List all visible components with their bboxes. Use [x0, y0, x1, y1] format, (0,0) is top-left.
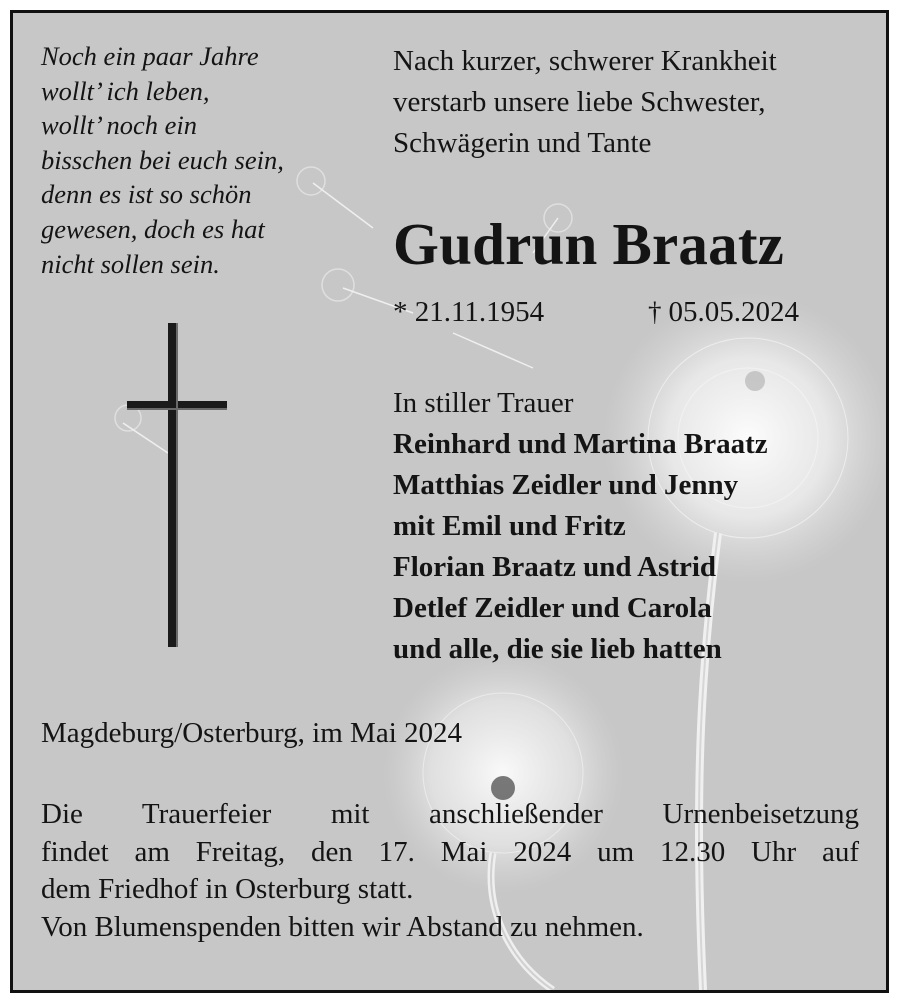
- mourner-entry: Reinhard und Martina Braatz: [393, 428, 768, 460]
- birth-date-group: [393, 294, 544, 330]
- poem-line: wollt’ noch ein: [41, 110, 198, 141]
- birth-date: 21.11.1954: [414, 296, 545, 328]
- poem-line: nicht sollen sein.: [41, 248, 220, 279]
- funeral-line: Die Trauerfeier mit anschließender Urnenbeisetzung: [41, 798, 859, 830]
- death-date: 05.05.2024: [668, 296, 799, 328]
- mourners-list: [393, 383, 873, 670]
- death-date-group: [648, 294, 799, 330]
- flowers-note: Von Blumenspenden bitten wir Abstand zu nehmen.: [41, 910, 644, 943]
- intro-line: Nach kurzer, schwerer Krankheit: [393, 45, 777, 77]
- poem-line: wollt’ ich leben,: [41, 75, 210, 106]
- place-and-date: Magdeburg/Osterburg, im Mai 2024: [41, 717, 462, 749]
- intro-line: Schwägerin und Tante: [393, 127, 652, 159]
- obituary-notice: [10, 10, 889, 993]
- death-dagger-icon: †: [648, 297, 662, 327]
- death-announcement: [393, 41, 873, 164]
- funeral-line: dem Friedhof in Osterburg statt.: [41, 873, 414, 905]
- poem-line: bisschen bei euch sein,: [41, 144, 284, 175]
- poem-line: gewesen, doch es hat: [41, 213, 265, 244]
- mourner-entry: Detlef Zeidler und Carola: [393, 592, 712, 624]
- poem-verse: [41, 39, 361, 281]
- intro-line: verstarb unsere liebe Schwester,: [393, 86, 766, 118]
- mourner-entry: und alle, die sie lieb hatten: [393, 633, 722, 665]
- birth-star-icon: *: [393, 296, 408, 328]
- mourner-entry: Florian Braatz und Astrid: [393, 551, 717, 583]
- mourner-entry: mit Emil und Fritz: [393, 510, 626, 542]
- funeral-information: [41, 796, 859, 946]
- deceased-name: Gudrun Braatz: [393, 211, 785, 277]
- mourner-entry: Matthias Zeidler und Jenny: [393, 469, 739, 501]
- funeral-line: findet am Freitag, den 17. Mai 2024 um 12.30 Uhr auf: [41, 835, 859, 868]
- mourners-heading: In stiller Trauer: [393, 387, 574, 419]
- latin-cross-icon: [119, 321, 227, 651]
- poem-line: denn es ist so schön: [41, 179, 252, 210]
- poem-line: Noch ein paar Jahre: [41, 41, 259, 71]
